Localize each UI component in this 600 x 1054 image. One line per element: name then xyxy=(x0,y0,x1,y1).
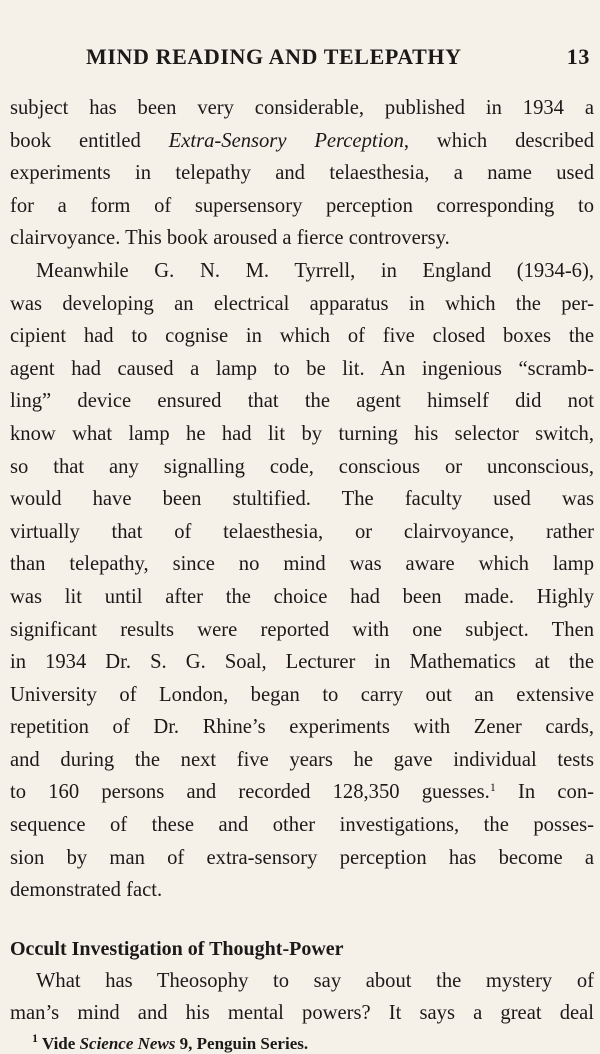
footnote-text: 9, Penguin Series. xyxy=(175,1034,309,1054)
page-number: 13 xyxy=(566,44,590,69)
text-line: significant results were reported with one subject. Then xyxy=(10,618,594,641)
text-line: Meanwhile G. N. M. Tyrrell, in England (1934-6), xyxy=(36,259,594,282)
footnote-text: Vide xyxy=(38,1034,80,1054)
text-line: would have been stultified. The faculty used was xyxy=(10,488,594,511)
text-line: experiments in telepathy and telaesthesia, a name used xyxy=(10,162,594,185)
book-title-italic: Extra-Sensory Perception xyxy=(168,129,404,152)
text-line: man’s mind and his mental powers? It says a great deal xyxy=(10,1002,594,1025)
text-line: ling” device ensured that the agent himself did not xyxy=(10,390,594,413)
text-line: was developing an electrical apparatus in which the per- xyxy=(10,292,594,315)
text-line: clairvoyance. This book aroused a fierce controversy. xyxy=(10,227,450,250)
text-line: for a form of supersensory perception corresponding to xyxy=(10,194,594,217)
text-line: know what lamp he had lit by turning his selector switch, xyxy=(10,422,594,445)
text-line: and during the next five years he gave individual tests xyxy=(10,748,594,771)
footnote-marker: 1 xyxy=(32,1031,38,1046)
text-line: than telepathy, since no mind was aware which lamp xyxy=(10,553,594,576)
paragraph-1 xyxy=(10,92,594,255)
text-line: sequence of these and other investigations, the posses- xyxy=(10,814,594,837)
section-heading: Occult Investigation of Thought-Power xyxy=(10,937,344,960)
text-line: was lit until after the choice had been made. Highly xyxy=(10,585,594,608)
text-line xyxy=(10,776,594,809)
text-line xyxy=(10,125,594,158)
text-line: cipient had to cognise in which of five closed boxes the xyxy=(10,325,594,348)
text-line: demonstrated fact. xyxy=(10,879,163,902)
text-line: subject has been very considerable, published in 1934 a xyxy=(10,97,594,119)
chapter-title: MIND READING AND TELEPATHY xyxy=(86,44,462,69)
text-line: virtually that of telaesthesia, or clairvoyance, rather xyxy=(10,520,594,543)
text-line: agent had caused a lamp to be lit. An ingenious “scramb- xyxy=(10,357,594,380)
paragraph-3 xyxy=(10,965,594,1030)
footnote xyxy=(10,1031,594,1054)
text-span: , which described xyxy=(403,129,594,152)
running-head xyxy=(10,44,594,88)
text-line: sion by man of extra-sensory perception has become a xyxy=(10,846,594,869)
text-line: in 1934 Dr. S. G. Soal, Lecturer in Mathematics at the xyxy=(10,651,594,674)
body-text xyxy=(10,92,594,1030)
text-line: What has Theosophy to say about the mystery of xyxy=(36,969,594,992)
paragraph-2 xyxy=(10,255,594,907)
footnote-source-italic: Science News xyxy=(79,1034,176,1054)
text-line: so that any signalling code, conscious or unconscious, xyxy=(10,455,594,478)
text-span: In con- xyxy=(495,781,594,804)
text-line: repetition of Dr. Rhine’s experiments with Zener cards, xyxy=(10,716,594,739)
text-span: book entitled xyxy=(10,129,169,152)
text-span: to 160 persons and recorded 128,350 guesses. xyxy=(10,781,490,804)
footnote-reference: 1 xyxy=(489,780,496,795)
text-line: University of London, began to carry out an extensive xyxy=(10,683,594,706)
